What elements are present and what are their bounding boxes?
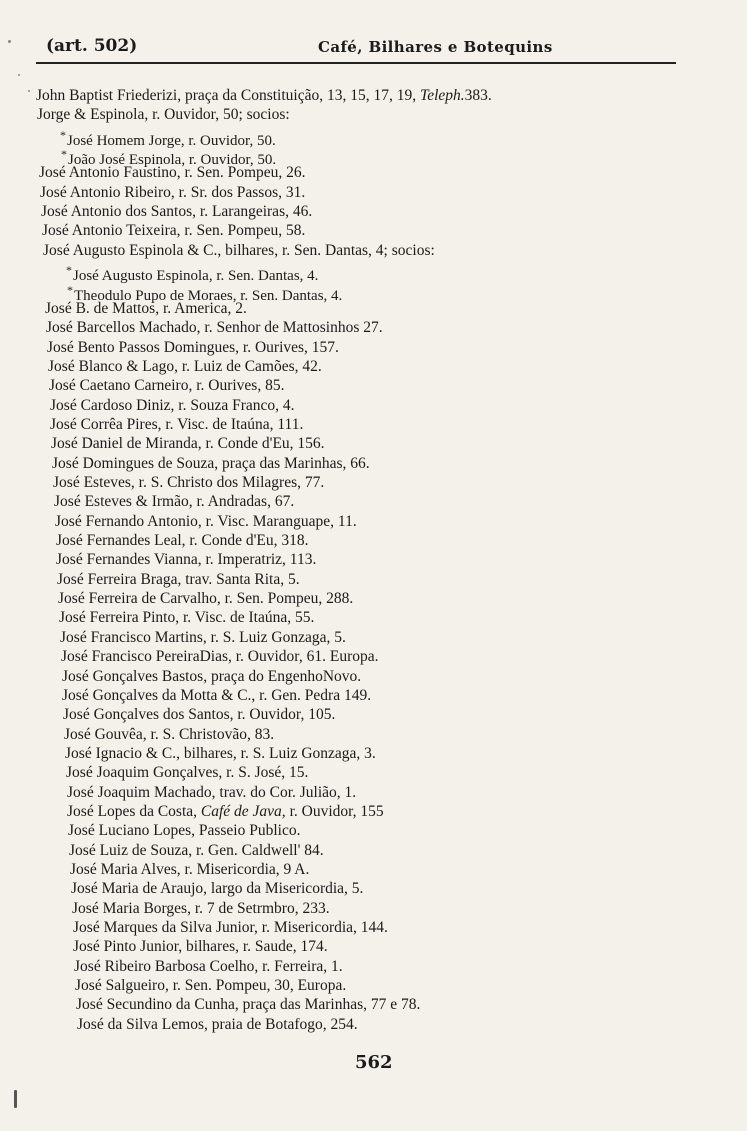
entry-italic-text: Teleph.	[420, 87, 465, 104]
entry-text: José Gonçalves Bastos, praça do EngenhoNovo.	[62, 668, 362, 685]
entry-text: José Fernando Antonio, r. Visc. Maranguape, 11.	[55, 513, 357, 530]
partner-entry	[66, 260, 319, 284]
entry-text: José Antonio Teixeira, r. Sen. Pompeu, 58.	[42, 222, 306, 239]
entry-text: José Ignacio & C., bilhares, r. S. Luiz Gonzaga, 3.	[65, 745, 376, 762]
directory-entry	[62, 686, 371, 706]
entry-text: José Blanco & Lago, r. Luiz de Camões, 42.	[48, 358, 322, 375]
entry-tail-text: 383.	[464, 87, 492, 104]
entry-text: José Antonio dos Santos, r. Larangeiras, 46.	[41, 203, 313, 220]
directory-entry	[54, 492, 294, 512]
entry-text: José Augusto Espinola, r. Sen. Dantas, 4.	[73, 268, 319, 284]
directory-entry	[52, 454, 370, 474]
directory-entry	[41, 202, 312, 222]
directory-entry	[49, 376, 284, 396]
entry-text: José Cardoso Diniz, r. Souza Franco, 4.	[50, 397, 295, 414]
entry-text: José Bento Passos Domingues, r. Ourives, 157.	[47, 339, 339, 356]
directory-entry	[57, 570, 300, 590]
page-number: 562	[355, 1052, 393, 1073]
directory-entry	[62, 667, 361, 687]
partner-entry	[67, 280, 343, 304]
entry-text: José B. de Mattos, r. America, 2.	[45, 300, 247, 317]
directory-entry	[48, 357, 322, 377]
entry-text: José Joaquim Gonçalves, r. S. José, 15.	[66, 764, 309, 781]
directory-entry	[59, 608, 314, 628]
entry-text: José Ribeiro Barbosa Coelho, r. Ferreira, 1.	[74, 958, 343, 975]
entry-text: José da Silva Lemos, praia de Botafogo, 254.	[77, 1016, 358, 1033]
directory-entry	[63, 705, 335, 725]
entry-text: José Maria de Araujo, largo da Misericordia, 5.	[71, 880, 364, 897]
entry-text: José Ferreira de Carvalho, r. Sen. Pompeu, 288.	[58, 590, 354, 607]
directory-entry	[51, 434, 325, 454]
entry-text: José Joaquim Machado, trav. do Cor. Julião, 1.	[67, 784, 357, 801]
entry-text: José Luiz de Souza, r. Gen. Caldwell' 84.	[69, 842, 324, 859]
entry-text: José Antonio Faustino, r. Sen. Pompeu, 26.	[39, 164, 306, 181]
asterisk-mark: *	[67, 283, 73, 297]
directory-entry	[74, 957, 343, 977]
section-title: Café, Bilhares e Botequins	[318, 38, 553, 56]
print-speck	[8, 40, 11, 43]
directory-entry	[45, 299, 247, 319]
directory-entry	[68, 821, 300, 841]
directory-entry	[61, 647, 379, 667]
entry-text: José Barcellos Machado, r. Senhor de Mattosinhos 27.	[46, 319, 383, 336]
directory-entry	[73, 937, 328, 957]
entry-text: José Fernandes Leal, r. Conde d'Eu, 318.	[56, 532, 309, 549]
entry-text: Jorge & Espinola, r. Ouvidor, 50; socios:	[37, 106, 290, 123]
directory-entry	[56, 531, 308, 551]
directory-entry	[65, 744, 376, 764]
directory-entry	[71, 879, 363, 899]
entry-text: José Francisco PereiraDias, r. Ouvidor, 61. Europa.	[61, 648, 379, 665]
directory-entry	[60, 628, 346, 648]
entry-text: John Baptist Friederizi, praça da Constituição, 13, 15, 17, 19,	[36, 87, 420, 104]
directory-entry	[75, 976, 346, 996]
directory-entry	[67, 802, 384, 822]
entry-text: José Maria Alves, r. Misericordia, 9 A.	[70, 861, 310, 878]
entry-text: José Marques da Silva Junior, r. Misericordia, 144.	[73, 919, 388, 936]
directory-entry	[37, 105, 290, 125]
entry-text: José Daniel de Miranda, r. Conde d'Eu, 156.	[51, 435, 325, 452]
directory-entry	[43, 241, 435, 261]
entry-text: Theodulo Pupo de Moraes, r. Sen. Dantas, 4.	[74, 288, 343, 304]
directory-entry	[73, 918, 388, 938]
entry-text: José Gonçalves da Motta & C., r. Gen. Pedra 149.	[62, 687, 372, 704]
directory-entry	[64, 725, 274, 745]
entry-text: José Esteves & Irmão, r. Andradas, 67.	[54, 493, 295, 510]
entry-text: José Ferreira Braga, trav. Santa Rita, 5.	[57, 571, 300, 588]
entry-text: José Secundino da Cunha, praça das Marinhas, 77 e 78.	[76, 996, 421, 1013]
directory-entry	[50, 396, 295, 416]
entry-italic-text: Café de Java,	[200, 803, 286, 820]
entry-text: José Fernandes Vianna, r. Imperatriz, 113.	[56, 551, 317, 568]
directory-entry	[50, 415, 303, 435]
directory-entry	[36, 86, 492, 106]
directory-entry	[72, 899, 330, 919]
article-number: (art. 502)	[46, 36, 138, 56]
page-header	[36, 34, 676, 64]
asterisk-mark: *	[61, 147, 67, 161]
asterisk-mark: *	[60, 128, 66, 142]
entry-text: José Salgueiro, r. Sen. Pompeu, 30, Europa.	[75, 977, 347, 994]
partner-entry	[61, 144, 277, 168]
entry-text: José Corrêa Pires, r. Visc. de Itaúna, 111.	[50, 416, 304, 433]
entry-text: José Ferreira Pinto, r. Visc. de Itaúna, 55.	[59, 609, 315, 626]
entry-text: José Homem Jorge, r. Ouvidor, 50.	[67, 133, 276, 149]
entry-text: José Gouvêa, r. S. Christovão, 83.	[64, 726, 275, 743]
directory-entry	[42, 221, 305, 241]
entry-text: José Luciano Lopes, Passeio Publico.	[68, 822, 301, 839]
entry-text: José Pinto Junior, bilhares, r. Saude, 174.	[73, 938, 328, 955]
entry-text: José Augusto Espinola & C., bilhares, r. Sen. Dantas, 4; socios:	[43, 242, 435, 259]
directory-entry	[56, 550, 316, 570]
partner-entry	[60, 125, 276, 149]
print-speck	[18, 74, 20, 76]
directory-entry	[46, 318, 383, 338]
entry-text: José Antonio Ribeiro, r. Sr. dos Passos, 31.	[40, 184, 306, 201]
entry-text: João José Espinola, r. Ouvidor, 50.	[68, 152, 277, 168]
directory-entry	[39, 163, 306, 183]
directory-entry	[55, 512, 357, 532]
directory-entry	[40, 183, 305, 203]
entry-text: José Esteves, r. S. Christo dos Milagres, 77.	[53, 474, 325, 491]
entry-text: José Domingues de Souza, praça das Marinhas, 66.	[52, 455, 370, 472]
entry-text: José Lopes da Costa,	[67, 803, 201, 820]
directory-entry	[58, 589, 353, 609]
print-speck	[14, 1090, 17, 1108]
entry-tail-text: r. Ouvidor, 155	[285, 803, 384, 820]
directory-entry	[69, 841, 324, 861]
print-speck	[28, 90, 30, 92]
directory-entry	[47, 338, 339, 358]
directory-entry	[66, 763, 308, 783]
entry-text: José Caetano Carneiro, r. Ourives, 85.	[49, 377, 285, 394]
directory-entry	[53, 473, 324, 493]
directory-entry	[70, 860, 309, 880]
asterisk-mark: *	[66, 263, 72, 277]
directory-entry	[76, 995, 420, 1015]
entry-text: José Gonçalves dos Santos, r. Ouvidor, 105.	[63, 706, 336, 723]
entry-text: José Francisco Martins, r. S. Luiz Gonzaga, 5.	[60, 629, 346, 646]
entry-text: José Maria Borges, r. 7 de Setrmbro, 233.	[72, 900, 330, 917]
directory-entry	[67, 783, 356, 803]
directory-entry	[77, 1015, 358, 1035]
